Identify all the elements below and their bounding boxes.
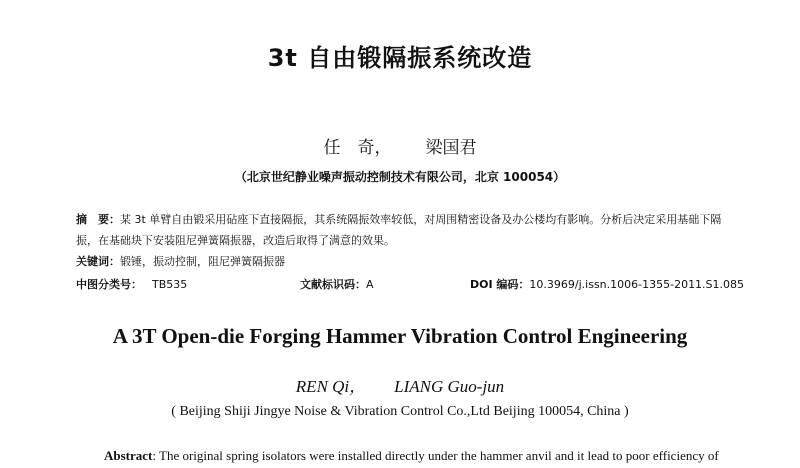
english-title: A 3T Open-die Forging Hammer Vibration Control Engineering	[112, 324, 688, 348]
author-1-cn: 任 奇，	[323, 138, 392, 158]
abstract-label-cn: 摘 要：	[76, 213, 120, 226]
doc-code-value: A	[366, 278, 374, 291]
doc-code-label: 文献标识码：	[300, 278, 366, 291]
doi-field	[470, 276, 744, 292]
author-2-en: LIANG Guo-jun	[394, 377, 505, 396]
chinese-affiliation: （北京世纪静业噪声振动控制技术有限公司，北京 100054）	[234, 170, 566, 184]
english-authors	[0, 372, 800, 397]
chinese-title: 3t 自由锻隔振系统改造	[267, 44, 533, 72]
doi-value: 10.3969/j.issn.1006-1355-2011.S1.085	[529, 278, 745, 291]
clc-field	[76, 276, 187, 292]
doi-label: DOI 编码：	[470, 278, 530, 291]
english-affiliation: ( Beijing Shiji Jingye Noise & Vibration Control Co.,Ltd Beijing 100054, China )	[171, 404, 629, 419]
author-1-en: REN Qi，	[295, 377, 367, 396]
abstract-text-cn: 某 3t 单臂自由锻采用砧座下直接隔振，其系统隔振效率较低，对周围精密设备及办公楼均有影响。分析后决定采用基础下隔振，在基础块下安装阻尼弹簧隔振器，改造后取得了满意的效果。	[76, 213, 722, 247]
clc-value: TB535	[152, 278, 188, 291]
author-2-cn: 梁国君	[425, 138, 477, 158]
keywords-label: 关键词：	[76, 255, 120, 268]
clc-label: 中图分类号：	[76, 278, 142, 291]
chinese-authors	[0, 133, 800, 158]
chinese-abstract	[76, 209, 726, 251]
abstract-text-en: : The original spring isolators were installed directly under the hammer anvil and it lead to poor efficiency of	[152, 448, 719, 463]
keywords-text: 锻锤，振动控制，阻尼弹簧隔振器	[120, 255, 285, 268]
abstract-label-en: Abstract	[104, 448, 153, 463]
english-abstract	[104, 448, 724, 464]
doc-code-field	[300, 276, 374, 292]
keywords-row	[76, 253, 285, 269]
